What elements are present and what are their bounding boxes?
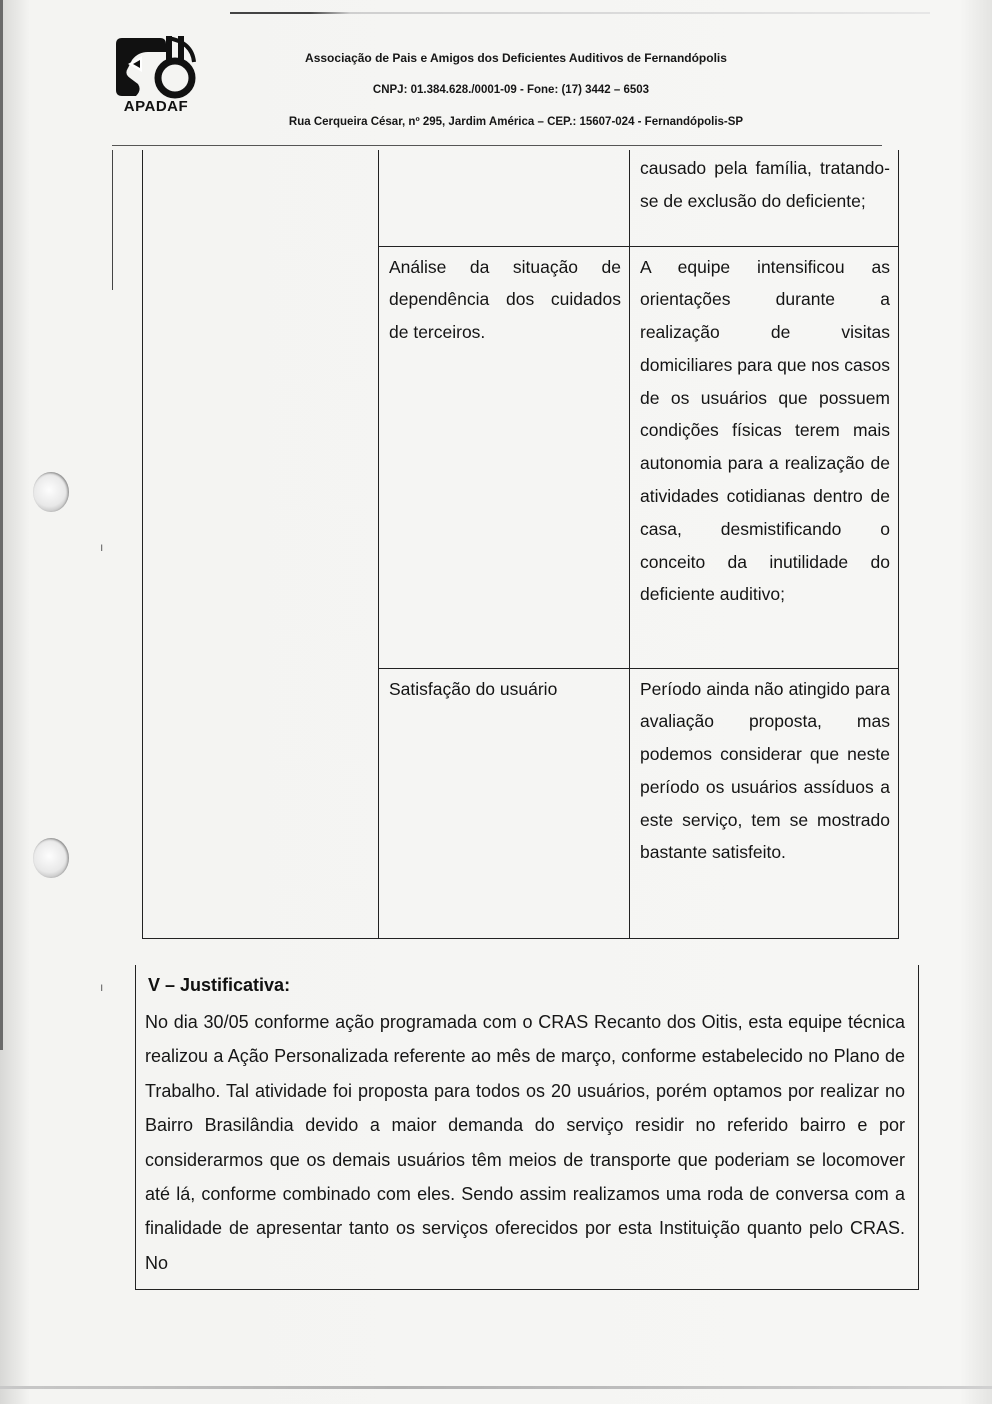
margin-mark: ı [100,980,104,994]
table-cell [379,150,630,246]
organization-name: Associação de Pais e Amigos dos Deficientes Auditivos de Fernandópolis [305,51,727,65]
logo-text: APADAF [123,98,189,115]
table-cell: causado pela família, tratando-se de exclusão do deficiente; [630,150,899,246]
margin-mark: ı [100,540,104,554]
outer-frame-left [112,150,113,290]
table-cell: Período ainda não atingido para avaliação proposta, mas podemos considerar que neste período os usuários assíduos a este serviço, tem se mostrado bastante satisfeito. [630,668,899,938]
header-separator [112,145,882,146]
apadaf-logo [108,34,204,118]
table-cell [143,150,379,938]
cnpj-phone: CNPJ: 01.384.628./0001-09 - Fone: (17) 3442 – 6503 [372,84,650,96]
address: Rua Cerqueira César, nº 295, Jardim América – CEP.: 15607-024 - Fernandópolis-SP [288,116,744,128]
punch-hole-bottom [33,838,69,878]
section-title: V – Justificativa: [148,975,291,995]
table-cell: Satisfação do usuário [379,668,630,938]
bottom-scan-line [0,1386,992,1389]
table-cell: A equipe intensificou as orientações durante a realização de visitas domiciliares para que nos casos de os usuários que possuem condições físicas terem mais autonomia para a realização de atividades cotidianas dentro de casa, desmistificando o conceito da inutilidade do deficiente auditivo; [630,246,899,668]
table-row [143,150,899,246]
table-cell: Análise da situação de dependência dos cuidados de terceiros. [379,246,630,668]
scan-edge-shadow [0,0,3,1050]
justification-paragraph: No dia 30/05 conforme ação programada com o CRAS Recanto dos Oitis, esta equipe técnica realizou a Ação Personalizada referente ao mês de março, conforme estabelecido no Plano de Trabalho. Tal atividade foi proposta para todos os 20 usuários, porém optamos por realizar no Bairro Brasilândia devido a maior demanda do serviço residir no referido bairro e por considerarmos que os demais usuários têm meios de transporte que poderiam se locomover até lá, conforme combinado com eles. Sendo assim realizamos uma roda de conversa com a finalidade de apresentar tanto os serviços oferecidos por esta Instituição quanto pelo CRAS. No [145,1012,905,1273]
top-scan-line [230,12,930,14]
punch-hole-top [33,472,69,512]
evaluation-table [142,150,899,939]
